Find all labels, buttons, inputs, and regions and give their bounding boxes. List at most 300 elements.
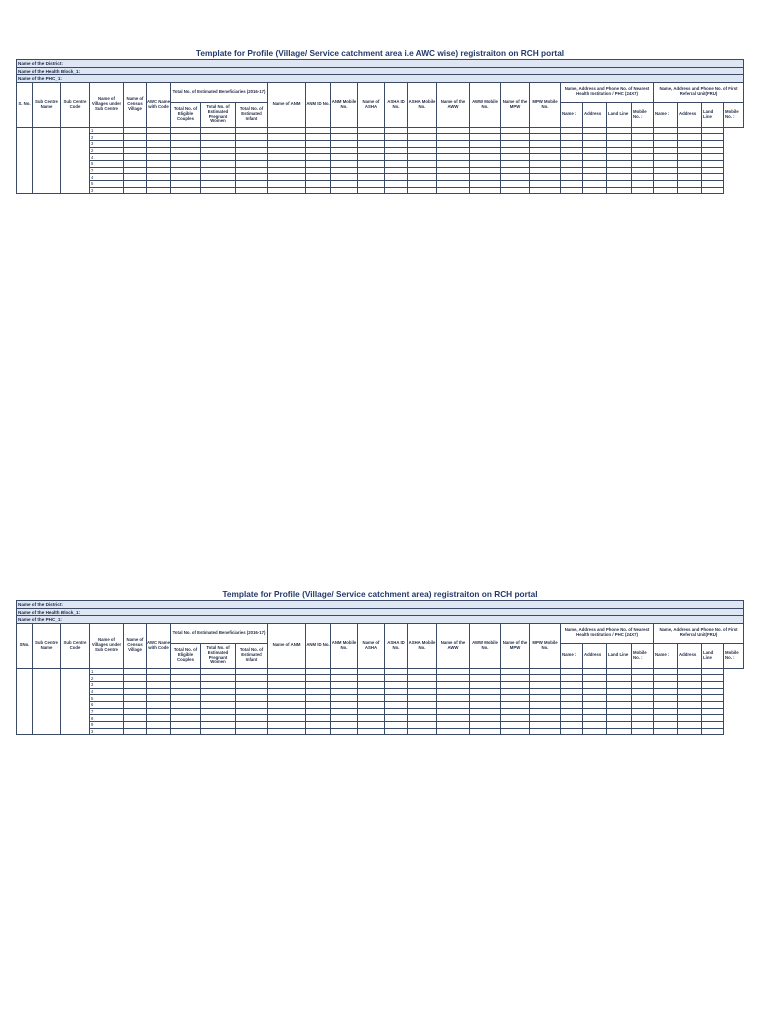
table-cell[interactable] bbox=[654, 695, 678, 702]
table-cell[interactable] bbox=[171, 134, 201, 141]
table-cell[interactable] bbox=[702, 681, 724, 688]
table-cell[interactable] bbox=[583, 688, 607, 695]
table-cell[interactable] bbox=[124, 140, 147, 147]
table-cell[interactable] bbox=[331, 675, 358, 682]
table-cell[interactable] bbox=[171, 147, 201, 154]
table-cell[interactable] bbox=[124, 181, 147, 188]
table-cell[interactable] bbox=[331, 715, 358, 722]
table-cell[interactable] bbox=[702, 187, 724, 194]
table-cell[interactable] bbox=[124, 728, 147, 735]
table-cell[interactable] bbox=[437, 147, 470, 154]
table-cell[interactable] bbox=[236, 147, 268, 154]
table-cell[interactable] bbox=[147, 140, 171, 147]
table-cell[interactable] bbox=[470, 728, 501, 735]
table-cell[interactable] bbox=[408, 174, 437, 181]
table-cell[interactable] bbox=[408, 160, 437, 167]
table-cell[interactable] bbox=[561, 668, 583, 675]
table-cell[interactable] bbox=[236, 187, 268, 194]
table-cell[interactable] bbox=[583, 174, 607, 181]
table-cell[interactable] bbox=[201, 174, 236, 181]
table-cell[interactable] bbox=[201, 160, 236, 167]
table-cell[interactable] bbox=[171, 160, 201, 167]
table-cell[interactable] bbox=[530, 154, 561, 161]
table-cell[interactable] bbox=[470, 147, 501, 154]
table-cell[interactable] bbox=[306, 167, 331, 174]
table-cell[interactable] bbox=[306, 160, 331, 167]
table-cell[interactable] bbox=[437, 688, 470, 695]
table-cell[interactable] bbox=[678, 701, 702, 708]
table-cell[interactable] bbox=[385, 675, 408, 682]
table-cell[interactable] bbox=[147, 167, 171, 174]
table-cell[interactable] bbox=[124, 154, 147, 161]
table-cell[interactable] bbox=[607, 134, 632, 141]
table-cell[interactable] bbox=[268, 187, 306, 194]
table-cell[interactable] bbox=[530, 140, 561, 147]
table-cell[interactable] bbox=[147, 181, 171, 188]
table-cell[interactable] bbox=[268, 688, 306, 695]
table-cell[interactable] bbox=[583, 668, 607, 675]
table-cell[interactable] bbox=[678, 722, 702, 729]
table-cell[interactable] bbox=[385, 127, 408, 134]
table-cell[interactable] bbox=[583, 728, 607, 735]
table-cell[interactable] bbox=[171, 187, 201, 194]
table-cell[interactable] bbox=[147, 127, 171, 134]
table-cell[interactable] bbox=[171, 728, 201, 735]
table-cell[interactable] bbox=[583, 675, 607, 682]
table-cell[interactable] bbox=[632, 140, 654, 147]
table-cell[interactable] bbox=[201, 668, 236, 675]
table-cell[interactable] bbox=[678, 134, 702, 141]
table-cell[interactable] bbox=[678, 167, 702, 174]
table-cell[interactable] bbox=[408, 681, 437, 688]
table-cell[interactable] bbox=[268, 708, 306, 715]
table-cell[interactable] bbox=[501, 695, 530, 702]
table-cell[interactable] bbox=[201, 167, 236, 174]
table-cell[interactable] bbox=[385, 695, 408, 702]
table-cell[interactable] bbox=[632, 160, 654, 167]
table-cell[interactable] bbox=[702, 668, 724, 675]
table-cell[interactable] bbox=[201, 675, 236, 682]
table-cell[interactable] bbox=[306, 722, 331, 729]
table-cell[interactable] bbox=[331, 728, 358, 735]
table-cell[interactable] bbox=[331, 127, 358, 134]
table-cell[interactable] bbox=[607, 675, 632, 682]
table-cell[interactable] bbox=[268, 722, 306, 729]
cell-sub-centre-code[interactable] bbox=[61, 127, 90, 194]
table-cell[interactable] bbox=[236, 134, 268, 141]
table-cell[interactable] bbox=[583, 695, 607, 702]
table-cell[interactable] bbox=[306, 127, 331, 134]
table-cell[interactable] bbox=[501, 174, 530, 181]
table-cell[interactable] bbox=[632, 154, 654, 161]
table-cell[interactable] bbox=[385, 154, 408, 161]
table-cell[interactable] bbox=[654, 675, 678, 682]
table-cell[interactable] bbox=[470, 675, 501, 682]
table-cell[interactable] bbox=[408, 140, 437, 147]
district-row[interactable]: Name of the District: bbox=[16, 59, 744, 67]
table-cell[interactable] bbox=[632, 134, 654, 141]
table-cell[interactable] bbox=[268, 134, 306, 141]
table-cell[interactable] bbox=[654, 140, 678, 147]
table-cell[interactable] bbox=[171, 681, 201, 688]
table-cell[interactable] bbox=[124, 668, 147, 675]
table-cell[interactable] bbox=[124, 722, 147, 729]
table-cell[interactable] bbox=[501, 722, 530, 729]
table-cell[interactable] bbox=[385, 167, 408, 174]
table-cell[interactable] bbox=[268, 167, 306, 174]
table-cell[interactable] bbox=[470, 668, 501, 675]
table-cell[interactable] bbox=[678, 688, 702, 695]
table-cell[interactable] bbox=[147, 147, 171, 154]
table-cell[interactable] bbox=[331, 140, 358, 147]
table-cell[interactable] bbox=[408, 688, 437, 695]
table-cell[interactable] bbox=[358, 140, 385, 147]
table-cell[interactable] bbox=[702, 695, 724, 702]
table-cell[interactable] bbox=[124, 708, 147, 715]
table-cell[interactable] bbox=[607, 695, 632, 702]
table-cell[interactable] bbox=[385, 668, 408, 675]
table-cell[interactable] bbox=[470, 688, 501, 695]
table-cell[interactable] bbox=[654, 181, 678, 188]
table-cell[interactable] bbox=[236, 127, 268, 134]
table-cell[interactable] bbox=[501, 181, 530, 188]
table-cell[interactable] bbox=[236, 722, 268, 729]
table-cell[interactable] bbox=[236, 181, 268, 188]
table-cell[interactable] bbox=[385, 701, 408, 708]
table-cell[interactable] bbox=[702, 174, 724, 181]
table-cell[interactable] bbox=[236, 701, 268, 708]
table-cell[interactable] bbox=[607, 181, 632, 188]
table-cell[interactable] bbox=[124, 167, 147, 174]
table-cell[interactable] bbox=[632, 695, 654, 702]
table-cell[interactable] bbox=[678, 715, 702, 722]
table-cell[interactable] bbox=[607, 187, 632, 194]
table-cell[interactable] bbox=[530, 668, 561, 675]
table-cell[interactable] bbox=[530, 147, 561, 154]
table-cell[interactable] bbox=[702, 154, 724, 161]
table-cell[interactable] bbox=[171, 174, 201, 181]
table-cell[interactable] bbox=[654, 722, 678, 729]
table-cell[interactable] bbox=[678, 147, 702, 154]
table-cell[interactable] bbox=[607, 167, 632, 174]
phc-row[interactable]: Name of the PHC_1: bbox=[16, 615, 744, 623]
table-cell[interactable] bbox=[678, 181, 702, 188]
table-cell[interactable] bbox=[331, 174, 358, 181]
table-cell[interactable] bbox=[470, 134, 501, 141]
table-cell[interactable] bbox=[331, 160, 358, 167]
table-cell[interactable] bbox=[561, 708, 583, 715]
table-cell[interactable] bbox=[236, 174, 268, 181]
table-cell[interactable] bbox=[268, 181, 306, 188]
table-cell[interactable] bbox=[408, 728, 437, 735]
table-cell[interactable] bbox=[583, 715, 607, 722]
table-cell[interactable] bbox=[408, 668, 437, 675]
table-cell[interactable] bbox=[678, 728, 702, 735]
table-cell[interactable] bbox=[306, 728, 331, 735]
table-cell[interactable] bbox=[331, 154, 358, 161]
table-cell[interactable] bbox=[268, 695, 306, 702]
table-cell[interactable] bbox=[561, 187, 583, 194]
table-cell[interactable] bbox=[408, 134, 437, 141]
table-cell[interactable] bbox=[171, 715, 201, 722]
table-cell[interactable] bbox=[470, 140, 501, 147]
table-cell[interactable] bbox=[306, 681, 331, 688]
table-cell[interactable] bbox=[702, 181, 724, 188]
table-cell[interactable] bbox=[607, 668, 632, 675]
table-cell[interactable] bbox=[171, 695, 201, 702]
table-cell[interactable] bbox=[530, 708, 561, 715]
table-cell[interactable] bbox=[470, 181, 501, 188]
cell-sub-centre-code[interactable] bbox=[61, 668, 90, 735]
table-cell[interactable] bbox=[236, 160, 268, 167]
table-cell[interactable] bbox=[331, 722, 358, 729]
table-cell[interactable] bbox=[147, 160, 171, 167]
phc-row[interactable]: Name of the PHC_1: bbox=[16, 74, 744, 82]
table-cell[interactable] bbox=[385, 715, 408, 722]
table-cell[interactable] bbox=[632, 701, 654, 708]
table-cell[interactable] bbox=[268, 154, 306, 161]
table-cell[interactable] bbox=[201, 147, 236, 154]
table-cell[interactable] bbox=[607, 728, 632, 735]
table-cell[interactable] bbox=[236, 728, 268, 735]
table-cell[interactable] bbox=[501, 708, 530, 715]
table-cell[interactable] bbox=[236, 708, 268, 715]
table-cell[interactable] bbox=[437, 167, 470, 174]
table-cell[interactable] bbox=[632, 668, 654, 675]
table-cell[interactable] bbox=[583, 722, 607, 729]
table-cell[interactable] bbox=[331, 681, 358, 688]
table-cell[interactable] bbox=[632, 167, 654, 174]
table-cell[interactable] bbox=[501, 668, 530, 675]
table-cell[interactable] bbox=[358, 167, 385, 174]
table-cell[interactable] bbox=[470, 127, 501, 134]
table-cell[interactable] bbox=[561, 722, 583, 729]
table-cell[interactable] bbox=[385, 174, 408, 181]
table-cell[interactable] bbox=[268, 728, 306, 735]
table-cell[interactable] bbox=[306, 187, 331, 194]
table-cell[interactable] bbox=[408, 722, 437, 729]
table-cell[interactable] bbox=[124, 681, 147, 688]
table-cell[interactable] bbox=[678, 154, 702, 161]
table-cell[interactable] bbox=[124, 127, 147, 134]
table-cell[interactable] bbox=[408, 127, 437, 134]
table-cell[interactable] bbox=[268, 160, 306, 167]
table-cell[interactable] bbox=[632, 181, 654, 188]
table-cell[interactable] bbox=[268, 675, 306, 682]
table-cell[interactable] bbox=[530, 127, 561, 134]
table-cell[interactable] bbox=[331, 167, 358, 174]
table-cell[interactable] bbox=[385, 160, 408, 167]
table-cell[interactable] bbox=[408, 187, 437, 194]
table-cell[interactable] bbox=[236, 715, 268, 722]
table-cell[interactable] bbox=[583, 701, 607, 708]
table-cell[interactable] bbox=[437, 154, 470, 161]
table-cell[interactable] bbox=[678, 675, 702, 682]
table-cell[interactable] bbox=[654, 147, 678, 154]
table-cell[interactable] bbox=[201, 187, 236, 194]
table-cell[interactable] bbox=[530, 187, 561, 194]
table-cell[interactable] bbox=[331, 134, 358, 141]
table-cell[interactable] bbox=[385, 681, 408, 688]
table-cell[interactable] bbox=[201, 701, 236, 708]
table-cell[interactable] bbox=[408, 147, 437, 154]
table-cell[interactable] bbox=[236, 154, 268, 161]
table-cell[interactable] bbox=[358, 154, 385, 161]
table-cell[interactable] bbox=[561, 174, 583, 181]
table-cell[interactable] bbox=[702, 127, 724, 134]
table-cell[interactable] bbox=[530, 715, 561, 722]
table-cell[interactable] bbox=[437, 668, 470, 675]
table-cell[interactable] bbox=[501, 728, 530, 735]
table-cell[interactable] bbox=[236, 167, 268, 174]
table-cell[interactable] bbox=[561, 134, 583, 141]
table-cell[interactable] bbox=[201, 708, 236, 715]
table-cell[interactable] bbox=[171, 181, 201, 188]
table-cell[interactable] bbox=[678, 681, 702, 688]
table-cell[interactable] bbox=[268, 127, 306, 134]
table-cell[interactable] bbox=[632, 127, 654, 134]
table-cell[interactable] bbox=[702, 715, 724, 722]
table-cell[interactable] bbox=[268, 681, 306, 688]
table-cell[interactable] bbox=[147, 154, 171, 161]
table-cell[interactable] bbox=[358, 701, 385, 708]
table-cell[interactable] bbox=[654, 701, 678, 708]
table-cell[interactable] bbox=[171, 140, 201, 147]
table-cell[interactable] bbox=[201, 134, 236, 141]
table-cell[interactable] bbox=[561, 728, 583, 735]
table-cell[interactable] bbox=[358, 127, 385, 134]
table-cell[interactable] bbox=[561, 701, 583, 708]
table-cell[interactable] bbox=[331, 668, 358, 675]
table-cell[interactable] bbox=[470, 187, 501, 194]
table-cell[interactable] bbox=[607, 715, 632, 722]
table-cell[interactable] bbox=[702, 167, 724, 174]
table-cell[interactable] bbox=[470, 681, 501, 688]
table-cell[interactable] bbox=[702, 160, 724, 167]
table-cell[interactable] bbox=[607, 688, 632, 695]
table-cell[interactable] bbox=[358, 174, 385, 181]
table-cell[interactable] bbox=[437, 701, 470, 708]
table-cell[interactable] bbox=[124, 187, 147, 194]
table-cell[interactable] bbox=[147, 708, 171, 715]
health-block-row[interactable]: Name of the Health Block_1: bbox=[16, 608, 744, 616]
table-cell[interactable] bbox=[607, 127, 632, 134]
table-cell[interactable] bbox=[385, 140, 408, 147]
table-cell[interactable] bbox=[331, 701, 358, 708]
table-cell[interactable] bbox=[530, 681, 561, 688]
table-cell[interactable] bbox=[408, 708, 437, 715]
table-cell[interactable] bbox=[358, 668, 385, 675]
table-cell[interactable] bbox=[236, 140, 268, 147]
table-cell[interactable] bbox=[171, 701, 201, 708]
table-cell[interactable] bbox=[268, 668, 306, 675]
table-cell[interactable] bbox=[306, 181, 331, 188]
table-cell[interactable] bbox=[530, 701, 561, 708]
table-cell[interactable] bbox=[171, 688, 201, 695]
table-cell[interactable] bbox=[437, 134, 470, 141]
table-cell[interactable] bbox=[561, 127, 583, 134]
table-cell[interactable] bbox=[358, 681, 385, 688]
table-cell[interactable] bbox=[501, 147, 530, 154]
table-cell[interactable] bbox=[358, 728, 385, 735]
table-cell[interactable] bbox=[678, 160, 702, 167]
table-cell[interactable] bbox=[702, 688, 724, 695]
table-cell[interactable] bbox=[470, 174, 501, 181]
table-cell[interactable] bbox=[201, 728, 236, 735]
table-cell[interactable] bbox=[632, 174, 654, 181]
table-cell[interactable] bbox=[501, 187, 530, 194]
table-cell[interactable] bbox=[147, 187, 171, 194]
table-cell[interactable] bbox=[437, 127, 470, 134]
table-cell[interactable] bbox=[702, 140, 724, 147]
table-cell[interactable] bbox=[470, 722, 501, 729]
table-cell[interactable] bbox=[702, 701, 724, 708]
table-cell[interactable] bbox=[171, 675, 201, 682]
table-cell[interactable] bbox=[632, 681, 654, 688]
table-cell[interactable] bbox=[124, 688, 147, 695]
table-cell[interactable] bbox=[201, 681, 236, 688]
table-cell[interactable] bbox=[607, 147, 632, 154]
table-cell[interactable] bbox=[561, 147, 583, 154]
table-cell[interactable] bbox=[385, 728, 408, 735]
table-cell[interactable] bbox=[530, 688, 561, 695]
table-cell[interactable] bbox=[470, 708, 501, 715]
table-cell[interactable] bbox=[530, 728, 561, 735]
table-cell[interactable] bbox=[654, 681, 678, 688]
table-cell[interactable] bbox=[124, 715, 147, 722]
table-cell[interactable] bbox=[561, 715, 583, 722]
table-cell[interactable] bbox=[236, 675, 268, 682]
table-cell[interactable] bbox=[268, 715, 306, 722]
table-cell[interactable] bbox=[306, 675, 331, 682]
table-cell[interactable] bbox=[306, 708, 331, 715]
table-cell[interactable] bbox=[358, 708, 385, 715]
table-cell[interactable] bbox=[561, 181, 583, 188]
table-cell[interactable] bbox=[501, 134, 530, 141]
table-cell[interactable] bbox=[358, 722, 385, 729]
table-cell[interactable] bbox=[437, 675, 470, 682]
table-cell[interactable] bbox=[561, 167, 583, 174]
table-cell[interactable] bbox=[331, 147, 358, 154]
table-cell[interactable] bbox=[561, 154, 583, 161]
table-cell[interactable] bbox=[561, 140, 583, 147]
table-cell[interactable] bbox=[678, 668, 702, 675]
table-cell[interactable] bbox=[501, 160, 530, 167]
table-cell[interactable] bbox=[530, 722, 561, 729]
table-cell[interactable] bbox=[654, 160, 678, 167]
table-cell[interactable] bbox=[561, 675, 583, 682]
table-cell[interactable] bbox=[632, 187, 654, 194]
table-cell[interactable] bbox=[702, 134, 724, 141]
table-cell[interactable] bbox=[607, 722, 632, 729]
table-cell[interactable] bbox=[124, 134, 147, 141]
table-cell[interactable] bbox=[331, 187, 358, 194]
table-cell[interactable] bbox=[358, 147, 385, 154]
table-cell[interactable] bbox=[583, 681, 607, 688]
table-cell[interactable] bbox=[437, 728, 470, 735]
table-cell[interactable] bbox=[678, 174, 702, 181]
table-cell[interactable] bbox=[331, 688, 358, 695]
table-cell[interactable] bbox=[632, 722, 654, 729]
table-cell[interactable] bbox=[437, 695, 470, 702]
table-cell[interactable] bbox=[678, 140, 702, 147]
table-cell[interactable] bbox=[702, 147, 724, 154]
table-cell[interactable] bbox=[201, 715, 236, 722]
table-cell[interactable] bbox=[583, 127, 607, 134]
table-cell[interactable] bbox=[358, 675, 385, 682]
table-cell[interactable] bbox=[654, 127, 678, 134]
table-cell[interactable] bbox=[385, 708, 408, 715]
